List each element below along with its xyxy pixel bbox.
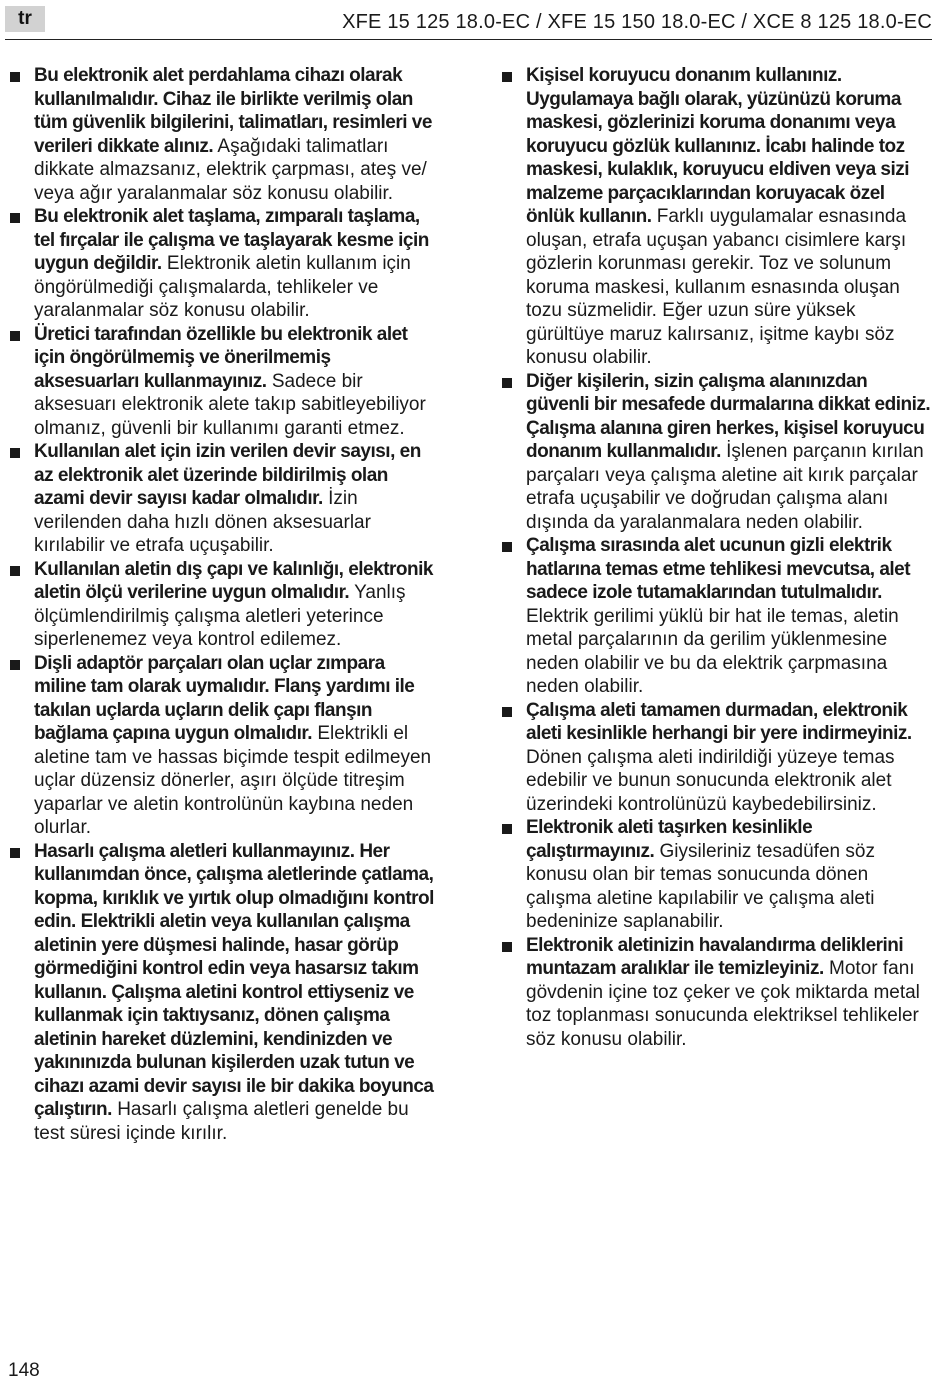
instruction-text: Hasarlı çalışma aletleri genelde bu test süresi içinde kırılır. (34, 1099, 409, 1144)
left-column (8, 64, 440, 1145)
instruction-bold: Kullanılan aletin dış çapı ve kalınlığı, elektronik aletin ölçü verilerine uygun olmalıdır. (34, 558, 433, 603)
square-bullet-icon (10, 448, 20, 458)
square-bullet-icon (10, 848, 20, 858)
instruction-bold: Elektronik aletinizin havalandırma deliklerini muntazam aralıklar ile temizleyiniz. (526, 934, 904, 979)
instruction-text: Dönen çalışma aleti indirildiği yüzeye temas edebilir ve bunun sonucunda elektronik alet üzerindeki kontrolünüzü kaybedebilirsiniz. (526, 746, 895, 815)
language-badge (5, 6, 45, 32)
safety-item (500, 64, 932, 370)
model-title: XFE 15 125 18.0-EC / XFE 15 150 18.0-EC / XCE 8 125 18.0-EC (342, 11, 932, 33)
square-bullet-icon (10, 72, 20, 82)
instruction-bold: Bu elektronik alet taşlama, zımparalı taşlama, tel fırçalar ile çalışma ve taşlayarak kesme için uygun değildir. (34, 206, 429, 274)
safety-item (500, 934, 932, 1052)
square-bullet-icon (502, 942, 512, 952)
instruction-bold: Çalışma sırasında alet ucunun gizli elektrik hatlarına temas etme tehlikesi mevcutsa, alet sadece izole tutamaklarından tutulmalıdır. (526, 535, 911, 603)
instruction-text: Farklı uygulamalar esnasında oluşan, etrafa uçuşan yabancı cisimlere karşı gözlerin korunması gerekir. Toz ve solunum koruma maskesi, kullanım esnasında oluşan tozu süzmelidir. Eğer uzun süre yüksek gürültüye maruz kalırsanız, işitme kaybı söz konusu olabilir. (526, 206, 907, 368)
safety-item (8, 323, 440, 441)
safety-item (8, 558, 440, 652)
instruction-bold: Elektronik aleti taşırken kesinlikle çalıştırmayınız. (526, 817, 813, 862)
instruction-text: Aşağıdaki talimatları dikkate almazsanız, elektrik çarpması, ateş ve/ veya ağır yaralanmalar söz konusu olabilir. (34, 135, 427, 204)
square-bullet-icon (502, 707, 512, 717)
safety-item (8, 440, 440, 558)
instruction-bold: Hasarlı çalışma aletleri kullanmayınız. Her kullanımdan önce, çalışma aletlerinde çatlama, kopma, kırıklık ve yırtık olup olmadığını kontrol edin. Elektrikli aletin veya kullanılan çalışma aletinin yere düşmesi halinde, hasar görüp görmediğini kontrol edin veya hasarsız takım kullanın. Çalışma aletini kontrol ettiyseniz ve kullanmak için taktıysanız, dönen çalışma aletinin hareket düzlemini, kendinizden ve yakınınızda bulunan kişilerden uzak tutun ve cihazı azami devir sayısı ile bir dakika boyunca çalıştırın. (34, 840, 434, 1120)
safety-item (500, 816, 932, 934)
square-bullet-icon (502, 824, 512, 834)
instruction-bold: Dişli adaptör parçaları olan uçlar zımpara miline tam olarak uymalıdır. Flanş yardımı ile takılan uçlarda uçların delik çapı flanşın bağlama çapına uygun olmalıdır. (34, 652, 415, 744)
safety-item (500, 534, 932, 699)
safety-item (8, 840, 440, 1146)
safety-item (500, 370, 932, 535)
instruction-bold: Bu elektronik alet perdahlama cihazı olarak kullanılmalıdır. Cihaz ile birlikte verilmiş olan tüm güvenlik bilgilerini, talimatları, resimleri ve verileri dikkate alınız. (34, 65, 432, 157)
safety-item (8, 652, 440, 840)
instruction-text: Giysileriniz tesadüfen söz konusu olan bir temas sonucunda dönen çalışma aletine kapılabilir ve çalışma aleti bedeninize saplanabilir. (526, 840, 875, 932)
page-number: 148 (8, 1360, 40, 1381)
instruction-text: İşlenen parçanın kırılan parçaları veya çalışma aletine ait kırık parçalar etrafa uçuşabilir ve doğrudan çalışma alanı dışında da yaralanmalara neden olabilir. (526, 441, 924, 533)
instruction-text: Elektrik gerilimi yüklü bir hat ile temas, aletin metal parçalarının da gerilim yüklenmesine neden olabilir ve bu da elektrik çarpmasına neden olabilir. (526, 605, 899, 697)
instruction-bold: Üretici tarafından özellikle bu elektronik alet için öngörülmemiş ve önerilmemiş aksesuarları kullanmayınız. (34, 323, 408, 392)
language-code: tr (18, 8, 32, 29)
header-divider (5, 39, 932, 40)
instruction-bold: Kişisel koruyucu donanım kullanınız. Uygulamaya bağlı olarak, yüzünüzü koruma maskesi, gözlerinizi koruma donanımı veya koruyucu gözlük kullanınız. İcabı halinde toz maskesi, kulaklık, koruyucu eldiven veya sizi malzeme parçacıklarından koruyacak özel önlük kullanın. (526, 65, 910, 227)
instruction-bold: Kullanılan alet için izin verilen devir sayısı, en az elektronik alet üzerinde bildirilmiş olan azami devir sayısı kadar olmalıdır. (34, 441, 421, 509)
instruction-bold: Diğer kişilerin, sizin çalışma alanınızdan güvenli bir mesafede durmalarına dikkat ediniz. Çalışma alanına giren herkes, kişisel koruyucu donanım kullanmalıdır. (526, 370, 931, 462)
instruction-text: İzin verilenden daha hızlı dönen aksesuarlar kırılabilir ve etrafa uçuşabilir. (34, 488, 371, 556)
safety-item (8, 64, 440, 205)
square-bullet-icon (10, 213, 20, 223)
square-bullet-icon (10, 331, 20, 341)
instruction-bold: Çalışma aleti tamamen durmadan, elektronik aleti kesinlikle herhangi bir yere indirmeyiniz. (526, 699, 912, 744)
square-bullet-icon (10, 660, 20, 670)
instruction-text: Yanlış ölçümlendirilmiş çalışma aletleri yeterince siperlenemez veya kontrol edilemez. (34, 582, 406, 650)
square-bullet-icon (502, 542, 512, 552)
instruction-text: Elektronik aletin kullanım için öngörülmediği çalışmalarda, tehlikeler ve yaralanmalar söz konusu olabilir. (34, 253, 411, 321)
square-bullet-icon (502, 378, 512, 388)
instruction-text: Elektrikli el aletine tam ve hassas biçimde tespit edilmeyen uçlar düzensiz dönerler, aşırı ölçüde titreşim yaparlar ve aletin kontrolünün kaybına neden olurlar. (34, 723, 432, 838)
square-bullet-icon (10, 566, 20, 576)
instruction-text: Motor fanı gövdenin içine toz çeker ve çok miktarda metal toz toplanması sonucunda elektriksel tehlikeler söz konusu olabilir. (526, 958, 920, 1050)
safety-item (500, 699, 932, 817)
square-bullet-icon (502, 72, 512, 82)
safety-item (8, 205, 440, 323)
right-column (500, 64, 932, 1051)
instruction-text: Sadece bir aksesuarı elektronik alete takıp sabitleyebiliyor olmanız, güvenli bir kullanımı garanti etmez. (34, 370, 426, 439)
